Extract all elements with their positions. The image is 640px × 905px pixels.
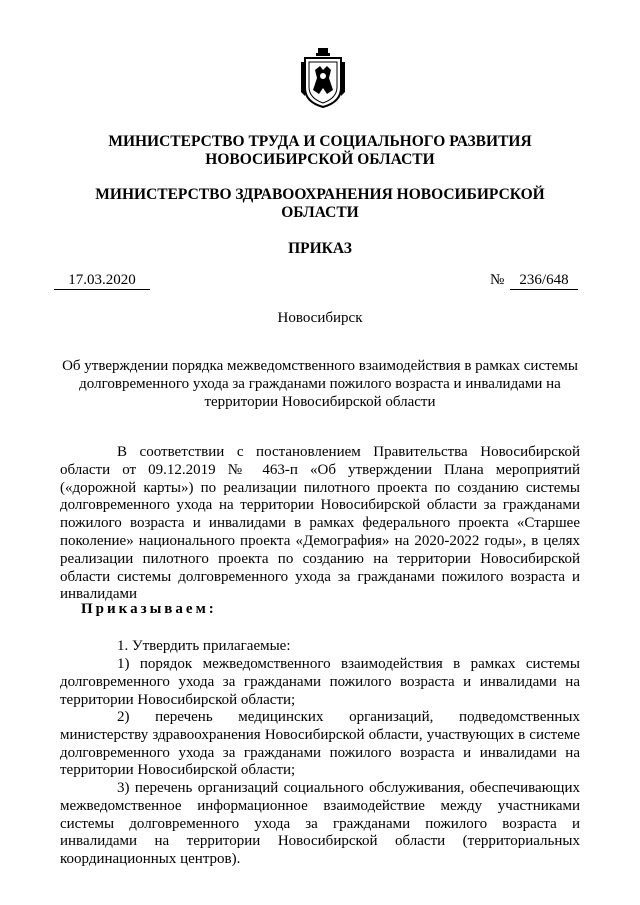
city-name: Новосибирск bbox=[277, 310, 363, 326]
number-label: № bbox=[490, 272, 505, 288]
order-date: 17.03.2020 bbox=[54, 271, 150, 290]
item-1: 1. Утвердить прилагаемые: bbox=[117, 638, 291, 654]
ministry-labor-title: МИНИСТЕРСТВО ТРУДА И СОЦИАЛЬНОГО РАЗВИТИЯ НОВОСИБИРСКОЙ ОБЛАСТИ bbox=[108, 133, 532, 168]
item-1-1: 1) порядок межведомственного взаимодействия в рамках системы долговременного ухода за гражданами пожилого возраста и инвалидами на территории Новосибирской области; bbox=[60, 656, 580, 708]
item-1-3: 3) перечень организаций социального обслуживания, обеспечивающих межведомственное информационное взаимодействие между участниками системы долговременного ухода за гражданами пожилого возраста и инвалидами на территории Новосибирской области (территориальных координационных центров). bbox=[60, 780, 580, 868]
document-type-title: ПРИКАЗ bbox=[288, 240, 352, 257]
novosibirsk-coat-of-arms-icon bbox=[301, 48, 345, 108]
ministry-health-title: МИНИСТЕРСТВО ЗДРАВООХРАНЕНИЯ НОВОСИБИРСКОЙ ОБЛАСТИ bbox=[95, 186, 545, 221]
order-number: 236/648 bbox=[510, 271, 578, 290]
preamble-paragraph: В соответствии с постановлением Правительства Новосибирской области от 09.12.2019 № 463-п «Об утверждении Плана мероприятий («дорожной карты») по реализации пилотного проекта по созданию системы долговременного ухода на территории Новосибирской области за гражданами пожилого возраста и инвалидами в рамках федерального проекта «Старшее поколение» национального проекта «Демография» на 2020-2022 годы», в целях реализации пилотного проекта по созданию на территории Новосибирской области системы долговременного ухода за гражданами пожилого возраста и инвалидами bbox=[60, 444, 580, 603]
order-subject: Об утверждении порядка межведомственного взаимодействия в рамках системы долговременного ухода за гражданами пожилого возраста и инвалидами на территории Новосибирской области bbox=[62, 358, 578, 410]
order-word: Приказываем: bbox=[81, 601, 217, 617]
item-1-2: 2) перечень медицинских организаций, подведомственных министерству здравоохранения Новосибирской области, участвующих в системе долговременного ухода за гражданами пожилого возраста и инвалидами на территории Новосибирской области; bbox=[60, 709, 580, 779]
